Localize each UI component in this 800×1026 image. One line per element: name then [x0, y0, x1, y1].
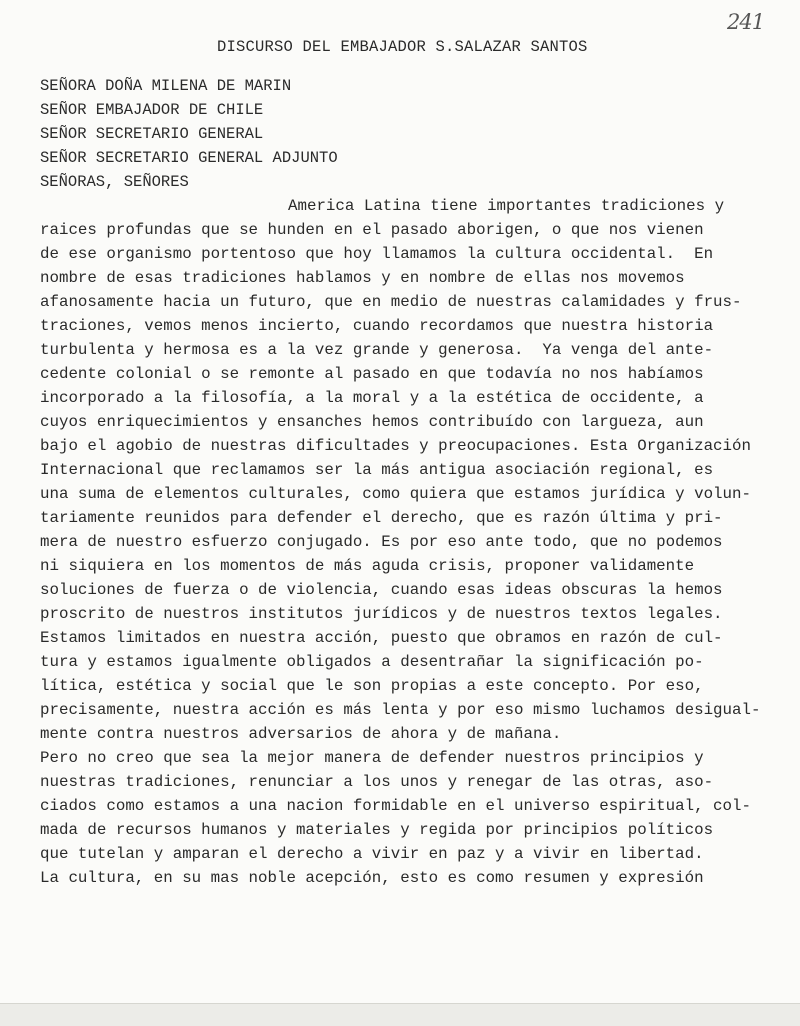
body-line: bajo el agobio de nuestras dificultades y preocupaciones. Esta Organización [40, 437, 751, 455]
handwritten-page-number: 241 [727, 10, 765, 34]
body-line: que tutelan y amparan el derecho a vivir en paz y a vivir en libertad. [40, 845, 704, 863]
body-line: La cultura, en su mas noble acepción, esto es como resumen y expresión [40, 869, 704, 887]
document-title: DISCURSO DEL EMBAJADOR S.SALAZAR SANTOS [217, 38, 588, 56]
body-line: incorporado a la filosofía, a la moral y a la estética de occidente, a [40, 389, 704, 407]
body-line: afanosamente hacia un futuro, que en medio de nuestras calamidades y frus- [40, 293, 742, 311]
body-line: tura y estamos igualmente obligados a desentrañar la significación po- [40, 653, 704, 671]
body-line: cedente colonial o se remonte al pasado en que todavía no nos habíamos [40, 365, 704, 383]
speech-body [40, 194, 800, 890]
body-line: soluciones de fuerza o de violencia, cuando esas ideas obscuras la hemos [40, 581, 723, 599]
salutation-line: SEÑOR SECRETARIO GENERAL [40, 125, 264, 143]
body-line: tariamente reunidos para defender el derecho, que es razón última y pri- [40, 509, 723, 527]
salutation-line: SEÑOR EMBAJADOR DE CHILE [40, 101, 264, 119]
body-line: Pero no creo que sea la mejor manera de defender nuestros principios y [40, 749, 704, 767]
body-line: ciados como estamos a una nacion formidable en el universo espiritual, col- [40, 797, 751, 815]
body-line: proscrito de nuestros institutos jurídicos y de nuestros textos legales. [40, 605, 723, 623]
salutation-line: SEÑORAS, SEÑORES [40, 173, 189, 191]
paper-bottom-edge [0, 1003, 800, 1026]
body-line: raices profundas que se hunden en el pasado aborigen, o que nos vienen [40, 221, 704, 239]
body-line: una suma de elementos culturales, como quiera que estamos jurídica y volun- [40, 485, 751, 503]
salutation-line: SEÑOR SECRETARIO GENERAL ADJUNTO [40, 149, 338, 167]
body-line: de ese organismo portentoso que hoy llamamos la cultura occidental. En [40, 245, 714, 263]
body-line: Internacional que reclamamos ser la más antigua asociación regional, es [40, 461, 714, 479]
body-line: precisamente, nuestra acción es más lenta y por eso mismo luchamos desigual- [40, 701, 761, 719]
body-line: lítica, estética y social que le son propias a este concepto. Por eso, [40, 677, 704, 695]
body-line: traciones, vemos menos incierto, cuando recordamos que nuestra historia [40, 317, 714, 335]
body-line: nombre de esas tradiciones hablamos y en nombre de ellas nos movemos [40, 269, 685, 287]
salutation-line: SEÑORA DOÑA MILENA DE MARIN [40, 77, 292, 95]
body-line: mada de recursos humanos y materiales y regida por principios políticos [40, 821, 714, 839]
body-line: Estamos limitados en nuestra acción, puesto que obramos en razón de cul- [40, 629, 723, 647]
body-line: America Latina tiene importantes tradiciones y [288, 197, 725, 215]
body-line: nuestras tradiciones, renunciar a los unos y renegar de las otras, aso- [40, 773, 714, 791]
body-line: mera de nuestro esfuerzo conjugado. Es por eso ante todo, que no podemos [40, 533, 723, 551]
body-line: mente contra nuestros adversarios de ahora y de mañana. [40, 725, 562, 743]
body-line: turbulenta y hermosa es a la vez grande y generosa. Ya venga del ante- [40, 341, 714, 359]
body-line: cuyos enriquecimientos y ensanches hemos contribuído con largueza, aun [40, 413, 704, 431]
salutation-list [40, 74, 338, 194]
body-line: ni siquiera en los momentos de más aguda crisis, proponer validamente [40, 557, 695, 575]
